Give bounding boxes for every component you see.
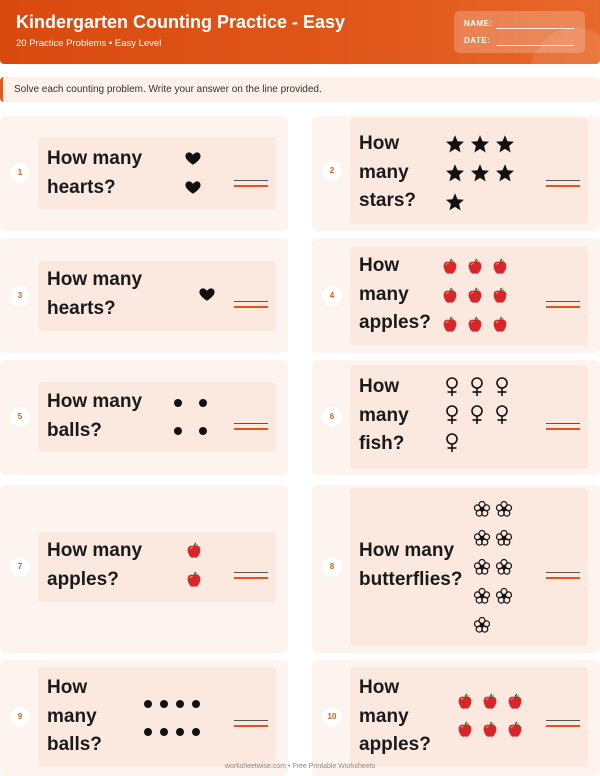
star-icon [468, 161, 492, 185]
question-line: How many [47, 148, 143, 169]
question-line: hearts? [47, 176, 116, 198]
question-line: apples? [47, 568, 119, 590]
question-line: balls? [47, 734, 102, 755]
problem-number: 1 [10, 163, 30, 183]
question-line: How [359, 376, 400, 397]
answer-line[interactable] [546, 180, 580, 187]
question-line: many [47, 705, 97, 727]
problem-question [47, 145, 142, 202]
star-icon [493, 161, 517, 185]
problem-card [312, 360, 600, 475]
butterfly-icon [492, 584, 516, 608]
fish-icon [440, 403, 464, 427]
problem-number: 2 [322, 161, 342, 181]
date-label: DATE: [464, 36, 491, 45]
apple-icon [438, 313, 462, 337]
apple-icon [182, 568, 206, 592]
problem-question [359, 674, 431, 760]
question-line: many [359, 283, 409, 305]
question-line: stars? [359, 190, 417, 211]
question-line: butterflies? [359, 568, 463, 590]
butterfly-icon [470, 613, 494, 637]
problem-card [312, 660, 600, 776]
problem-card [312, 485, 600, 653]
question-line: apples? [359, 734, 431, 755]
problem-question [47, 674, 102, 760]
problem-question [359, 130, 416, 216]
name-date-box [454, 11, 585, 53]
star-icon [493, 132, 517, 156]
problem-number: 10 [322, 707, 342, 727]
fish-icon [440, 375, 464, 399]
question-line: How many [47, 540, 143, 561]
problem-question [47, 266, 142, 323]
question-line: fish? [359, 433, 405, 454]
problem-question [359, 537, 462, 594]
question-line: hearts? [47, 297, 116, 319]
problem-card [312, 238, 600, 353]
apple-icon [503, 690, 527, 714]
star-icon [468, 132, 492, 156]
question-line: many [359, 161, 409, 183]
butterfly-icon [492, 555, 516, 579]
apple-icon [453, 690, 477, 714]
problem-card [0, 485, 288, 653]
instructions-banner: Solve each counting problem. Write your answer on the line provided. [0, 77, 600, 102]
fish-icon [490, 375, 514, 399]
problem-question [47, 388, 142, 445]
question-line: How [359, 677, 400, 698]
question-line: How many [47, 391, 143, 412]
answer-line[interactable] [234, 301, 268, 308]
problem-card [0, 116, 288, 231]
butterfly-icon [470, 555, 494, 579]
butterfly-icon [470, 584, 494, 608]
ball-icon [184, 720, 208, 744]
ball-icon [191, 419, 215, 443]
worksheet-header [0, 0, 600, 64]
problem-question [359, 252, 431, 338]
question-line: many [359, 404, 409, 426]
butterfly-icon [470, 497, 494, 521]
fish-icon [465, 375, 489, 399]
apple-icon [478, 690, 502, 714]
footer-credit: worksheetwise.com • Free Printable Worksheets [224, 763, 376, 770]
answer-line[interactable] [234, 572, 268, 579]
problem-number: 3 [10, 286, 30, 306]
answer-line[interactable] [546, 572, 580, 579]
butterfly-icon [492, 526, 516, 550]
star-icon [443, 190, 467, 214]
ball-icon [191, 391, 215, 415]
date-line[interactable] [496, 45, 574, 46]
fish-icon [490, 403, 514, 427]
answer-line[interactable] [546, 720, 580, 727]
problem-question [359, 373, 409, 459]
worksheet-subtitle: 20 Practice Problems • Easy Level [16, 38, 162, 49]
name-label: NAME: [464, 19, 493, 28]
problem-number: 9 [10, 707, 30, 727]
problem-card [0, 238, 288, 353]
ball-icon [166, 391, 190, 415]
problem-number: 7 [10, 557, 30, 577]
question-line: How [47, 677, 88, 698]
apple-icon [182, 539, 206, 563]
butterfly-icon [492, 497, 516, 521]
answer-line[interactable] [546, 423, 580, 430]
answer-line[interactable] [546, 301, 580, 308]
fish-icon [465, 403, 489, 427]
ball-icon [184, 692, 208, 716]
name-line[interactable] [496, 28, 574, 29]
question-line: How many [359, 540, 455, 561]
problem-card [0, 660, 288, 776]
apple-icon [453, 718, 477, 742]
apple-icon [463, 313, 487, 337]
apple-icon [503, 718, 527, 742]
heart-icon [181, 175, 205, 199]
question-line: balls? [47, 419, 102, 441]
question-line: How [359, 255, 400, 276]
butterfly-icon [470, 526, 494, 550]
star-icon [443, 161, 467, 185]
apple-icon [438, 284, 462, 308]
apple-icon [488, 284, 512, 308]
apple-icon [488, 313, 512, 337]
apple-icon [463, 284, 487, 308]
problem-card [0, 360, 288, 475]
apple-icon [438, 255, 462, 279]
fish-icon [440, 431, 464, 455]
worksheet-title: Kindergarten Counting Practice - Easy [16, 12, 346, 32]
ball-icon [166, 419, 190, 443]
apple-icon [463, 255, 487, 279]
question-line: many [359, 705, 409, 727]
heart-icon [195, 282, 219, 306]
answer-line[interactable] [234, 720, 268, 727]
question-line: How many [47, 269, 143, 290]
problem-card [312, 116, 600, 231]
problem-number: 8 [322, 557, 342, 577]
heart-icon [181, 146, 205, 170]
apple-icon [478, 718, 502, 742]
problem-number: 5 [10, 407, 30, 427]
apple-icon [488, 255, 512, 279]
problem-number: 4 [322, 286, 342, 306]
answer-line[interactable] [234, 180, 268, 187]
question-line: How [359, 133, 400, 154]
star-icon [443, 132, 467, 156]
question-line: apples? [359, 312, 431, 333]
answer-line[interactable] [234, 423, 268, 430]
problem-question [47, 537, 142, 594]
problem-number: 6 [322, 407, 342, 427]
